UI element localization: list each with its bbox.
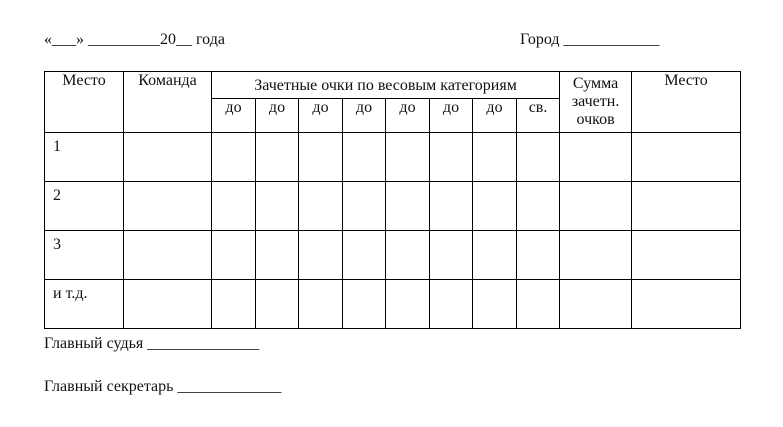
empty-cell [560, 133, 632, 182]
header-sum-line: Сумма [572, 75, 619, 92]
header-weight-cat: до [212, 99, 256, 133]
header-weight-cat: до [430, 99, 473, 133]
empty-cell [517, 133, 560, 182]
empty-cell [632, 231, 741, 280]
empty-cell [386, 231, 430, 280]
empty-cell [124, 280, 212, 329]
empty-cell [560, 182, 632, 231]
header-weight-group: Зачетные очки по весовым категориям [212, 72, 560, 99]
header-team: Команда [124, 72, 212, 133]
table-row [45, 133, 741, 182]
empty-cell [430, 133, 473, 182]
header-weight-cat: св. [517, 99, 560, 133]
header-weight-cat: до [256, 99, 299, 133]
chief-judge-line: Главный судья ______________ [44, 335, 260, 352]
place-cell: 1 [45, 133, 124, 182]
place-cell: 2 [45, 182, 124, 231]
header-sum-line: очков [576, 111, 615, 128]
empty-cell [212, 133, 256, 182]
empty-cell [430, 182, 473, 231]
empty-cell [430, 231, 473, 280]
empty-cell [517, 280, 560, 329]
score-table [44, 71, 741, 329]
empty-cell [256, 280, 299, 329]
place-cell: и т.д. [45, 280, 124, 329]
header-sum [560, 72, 632, 133]
empty-cell [212, 182, 256, 231]
empty-cell [473, 133, 517, 182]
header-place: Место [45, 72, 124, 133]
table-row [45, 182, 741, 231]
empty-cell [256, 133, 299, 182]
empty-cell [473, 280, 517, 329]
empty-cell [386, 133, 430, 182]
empty-cell [256, 182, 299, 231]
empty-cell [124, 231, 212, 280]
table-row [45, 280, 741, 329]
empty-cell [517, 182, 560, 231]
chief-secretary-line: Главный секретарь _____________ [44, 378, 282, 395]
header-weight-cat: до [343, 99, 386, 133]
empty-cell [299, 133, 343, 182]
empty-cell [632, 182, 741, 231]
header-weight-cat: до [386, 99, 430, 133]
empty-cell [299, 182, 343, 231]
empty-cell [473, 231, 517, 280]
header-sum-line: зачетн. [571, 93, 620, 110]
empty-cell [632, 133, 741, 182]
empty-cell [343, 231, 386, 280]
empty-cell [560, 280, 632, 329]
table-row [45, 231, 741, 280]
empty-cell [386, 280, 430, 329]
empty-cell [212, 280, 256, 329]
empty-cell [299, 280, 343, 329]
place-cell: 3 [45, 231, 124, 280]
empty-cell [632, 280, 741, 329]
city-line: Город ____________ [520, 31, 660, 48]
header-final-place: Место [632, 72, 741, 133]
empty-cell [473, 182, 517, 231]
date-line: «___» _________20__ года [44, 31, 225, 48]
empty-cell [343, 133, 386, 182]
empty-cell [212, 231, 256, 280]
empty-cell [299, 231, 343, 280]
empty-cell [343, 280, 386, 329]
empty-cell [430, 280, 473, 329]
empty-cell [343, 182, 386, 231]
empty-cell [560, 231, 632, 280]
empty-cell [256, 231, 299, 280]
empty-cell [386, 182, 430, 231]
empty-cell [124, 133, 212, 182]
header-weight-cat: до [473, 99, 517, 133]
empty-cell [517, 231, 560, 280]
header-weight-cat: до [299, 99, 343, 133]
empty-cell [124, 182, 212, 231]
